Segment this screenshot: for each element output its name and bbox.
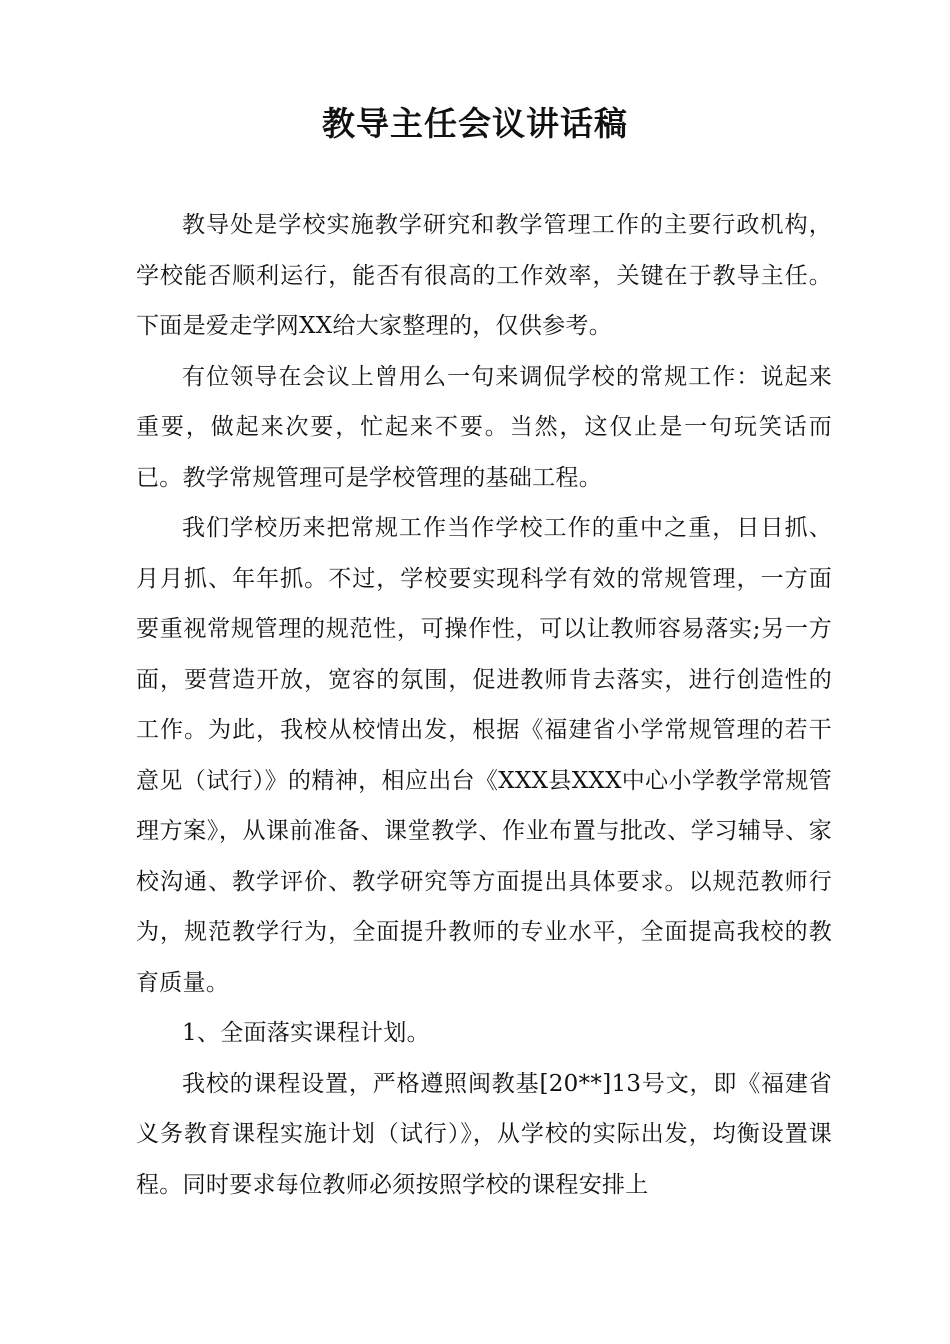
paragraph-routine-joke: 有位领导在会议上曾用么一句来调侃学校的常规工作：说起来重要，做起来次要，忙起来不要。当然，这仅止是一句玩笑话而已。教学常规管理可是学校管理的基础工程。 [136,363,832,491]
paragraph-intro: 教导处是学校实施教学研究和教学管理工作的主要行政机构，学校能否顺利运行，能否有很高的工作效率，关键在于教导主任。下面是爱走学网XX给大家整理的，仅供参考。 [136,212,832,339]
document-body [136,200,832,1210]
paragraph-routine-management: 我们学校历来把常规工作当作学校工作的重中之重，日日抓、月月抓、年年抓。不过，学校要实现科学有效的常规管理，一方面要重视常规管理的规范性，可操作性，可以让教师容易落实;另一方面，要营造开放，宽容的氛围，促进教师肯去落实，进行创造性的工作。为此，我校从校情出发，根据《福建省小学常规管理的若干意见（试行）》的精神，相应出台《XXX县XXX中心小学教学常规管理方案》，从课前准备、课堂教学、作业布置与批改、学习辅导、家校沟通、教学评价、教学研究等方面提出具体要求。以规范教师行为，规范教学行为，全面提升教师的专业水平，全面提高我校的教育质量。 [136,515,832,996]
paragraph-curriculum: 我校的课程设置，严格遵照闽教基[20**]13号文，即《福建省义务教育课程实施计划（试行）》，从学校的实际出发，均衡设置课程。同时要求每位教师必须按照学校的课程安排上 [136,1070,832,1198]
document-title: 教导主任会议讲话稿 [322,104,628,143]
section-heading-curriculum: 1、全面落实课程计划。 [182,1020,430,1046]
